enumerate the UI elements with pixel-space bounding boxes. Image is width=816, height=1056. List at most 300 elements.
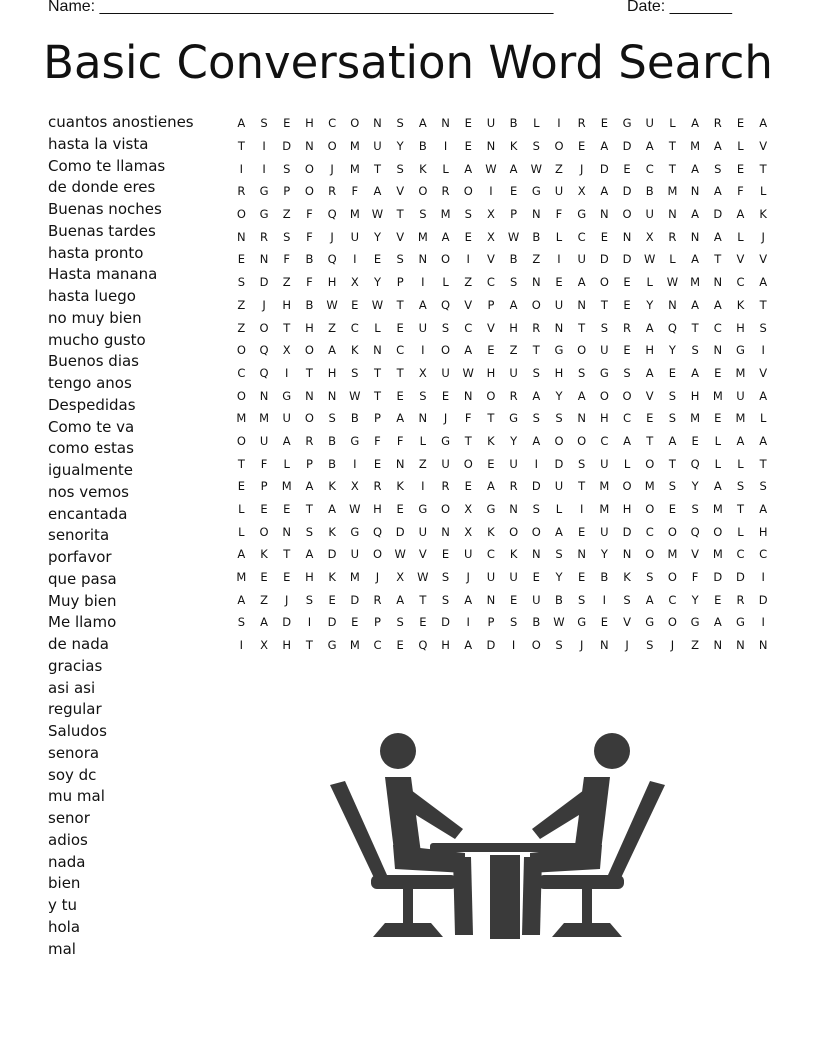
- grid-letter: D: [622, 184, 632, 199]
- grid-letter: O: [463, 456, 473, 471]
- grid-letter: I: [421, 343, 425, 358]
- grid-letter: N: [373, 343, 382, 358]
- grid-letter: R: [532, 320, 541, 335]
- grid-letter: N: [463, 388, 473, 403]
- grid-letter: E: [668, 502, 677, 517]
- grid-letter: N: [441, 116, 450, 131]
- grid-letter: G: [350, 433, 360, 448]
- grid-letter: A: [282, 433, 291, 448]
- grid-letter: B: [532, 615, 541, 630]
- grid-letter: S: [691, 343, 699, 358]
- grid-letter: K: [623, 570, 631, 585]
- grid-letter: A: [623, 433, 631, 448]
- grid-letter: N: [577, 411, 586, 426]
- grid-letter: I: [239, 638, 244, 653]
- grid-letter: S: [668, 411, 677, 426]
- grid-letter: G: [736, 615, 745, 630]
- word-list-item: nada: [48, 852, 86, 871]
- left-chair-base: [373, 923, 443, 937]
- grid-letter: I: [557, 116, 561, 131]
- word-list-item: senora: [48, 743, 100, 762]
- grid-letter: S: [283, 161, 291, 176]
- grid-row: [230, 407, 775, 430]
- grid-letter: N: [237, 229, 246, 244]
- grid-letter: C: [645, 524, 654, 539]
- grid-letter: B: [509, 116, 518, 131]
- grid-letter: N: [509, 502, 518, 517]
- grid-letter: F: [691, 570, 699, 585]
- grid-letter: V: [396, 229, 405, 244]
- grid-letter: E: [487, 343, 495, 358]
- grid-letter: Y: [510, 433, 518, 448]
- grid-letter: N: [713, 343, 723, 358]
- grid-letter: A: [305, 547, 314, 562]
- grid-letter: T: [759, 161, 767, 176]
- grid-letter: S: [623, 592, 631, 607]
- grid-letter: M: [259, 411, 269, 426]
- grid-letter: W: [530, 161, 542, 176]
- grid-letter: A: [509, 297, 518, 312]
- grid-letter: E: [736, 161, 745, 176]
- grid-letter: C: [668, 592, 677, 607]
- grid-letter: B: [305, 252, 314, 267]
- grid-letter: T: [305, 502, 313, 517]
- grid-letter: K: [396, 479, 404, 494]
- grid-letter: N: [758, 638, 768, 653]
- grid-letter: Z: [464, 275, 473, 290]
- grid-letter: A: [691, 161, 700, 176]
- grid-letter: S: [283, 229, 291, 244]
- grid-letter: L: [669, 252, 676, 267]
- grid-letter: A: [237, 116, 246, 131]
- grid-letter: U: [554, 184, 564, 199]
- grid-letter: C: [736, 547, 745, 562]
- grid-letter: P: [374, 615, 381, 630]
- grid-letter: T: [305, 638, 313, 653]
- page-title: Basic Conversation Word Search: [43, 36, 773, 89]
- grid-letter: S: [714, 161, 722, 176]
- right-chair-base: [552, 923, 622, 937]
- grid-letter: V: [486, 252, 495, 267]
- grid-letter: S: [532, 139, 540, 154]
- grid-letter: D: [282, 615, 292, 630]
- grid-letter: T: [283, 547, 291, 562]
- grid-letter: Y: [691, 479, 699, 494]
- grid-letter: D: [713, 570, 723, 585]
- grid-letter: N: [259, 252, 269, 267]
- grid-letter: S: [441, 592, 450, 607]
- word-list-item: soy dc: [48, 765, 97, 784]
- grid-letter: Q: [418, 638, 428, 653]
- grid-letter: S: [668, 479, 677, 494]
- grid-letter: N: [531, 275, 541, 290]
- grid-letter: A: [260, 615, 268, 630]
- grid-letter: E: [396, 638, 404, 653]
- grid-row: [230, 611, 775, 634]
- grid-letter: T: [668, 139, 676, 154]
- grid-letter: B: [600, 570, 609, 585]
- word-list: [48, 112, 194, 960]
- grid-letter: S: [555, 411, 563, 426]
- grid-row: [230, 248, 775, 271]
- grid-letter: D: [599, 252, 609, 267]
- grid-letter: G: [690, 615, 700, 630]
- grid-letter: E: [623, 297, 631, 312]
- word-list-item: Como te llamas: [48, 156, 166, 175]
- grid-letter: V: [759, 139, 768, 154]
- grid-letter: U: [600, 343, 609, 358]
- grid-letter: N: [486, 592, 496, 607]
- grid-letter: H: [305, 320, 314, 335]
- grid-letter: L: [238, 524, 245, 539]
- word-list-item: Hasta manana: [48, 265, 158, 284]
- grid-letter: M: [440, 207, 451, 222]
- grid-letter: M: [281, 479, 292, 494]
- grid-letter: W: [326, 297, 338, 312]
- grid-letter: N: [600, 638, 609, 653]
- grid-letter: A: [736, 433, 745, 448]
- grid-letter: H: [622, 502, 632, 517]
- grid-letter: L: [759, 184, 767, 199]
- grid-letter: O: [304, 411, 314, 426]
- grid-letter: B: [532, 229, 541, 244]
- grid-letter: O: [554, 139, 564, 154]
- grid-letter: U: [532, 592, 541, 607]
- grid-row: [230, 157, 775, 180]
- word-list-item: hola: [48, 917, 81, 936]
- grid-letter: S: [532, 411, 540, 426]
- grid-letter: S: [237, 615, 245, 630]
- grid-letter: I: [489, 184, 493, 199]
- grid-letter: S: [759, 320, 767, 335]
- date-line: Date: _______: [627, 0, 732, 15]
- grid-letter: T: [396, 297, 404, 312]
- grid-letter: O: [236, 207, 246, 222]
- grid-letter: P: [283, 184, 291, 199]
- grid-letter: X: [486, 229, 495, 244]
- grid-letter: O: [236, 343, 246, 358]
- grid-letter: D: [395, 524, 405, 539]
- grid-letter: M: [735, 411, 746, 426]
- grid-letter: B: [509, 252, 518, 267]
- grid-letter: V: [759, 252, 768, 267]
- grid-letter: D: [713, 207, 723, 222]
- grid-letter: T: [668, 161, 676, 176]
- grid-letter: D: [441, 615, 450, 630]
- grid-letter: L: [646, 275, 653, 290]
- grid-letter: O: [577, 433, 587, 448]
- grid-letter: S: [419, 207, 427, 222]
- grid-row: [230, 543, 775, 566]
- grid-letter: F: [306, 229, 313, 244]
- grid-letter: G: [259, 207, 269, 222]
- grid-letter: A: [759, 502, 768, 517]
- grid-letter: J: [330, 161, 334, 176]
- grid-letter: E: [441, 388, 450, 403]
- grid-letter: K: [351, 343, 359, 358]
- grid-letter: C: [713, 320, 722, 335]
- grid-letter: D: [599, 161, 609, 176]
- grid-letter: X: [260, 638, 268, 653]
- grid-letter: D: [327, 547, 337, 562]
- word-list-item: nos vemos: [48, 482, 129, 501]
- grid-letter: O: [645, 456, 655, 471]
- grid-letter: S: [237, 275, 245, 290]
- grid-letter: A: [577, 388, 586, 403]
- table-pedestal: [490, 855, 520, 939]
- grid-letter: V: [759, 365, 768, 380]
- grid-letter: F: [351, 184, 359, 199]
- word-list-item: mu mal: [48, 787, 105, 806]
- word-list-item: igualmente: [48, 461, 134, 479]
- grid-letter: E: [260, 570, 268, 585]
- grid-letter: C: [759, 547, 768, 562]
- grid-letter: L: [759, 411, 767, 426]
- grid-letter: E: [714, 365, 722, 380]
- grid-letter: S: [532, 365, 540, 380]
- grid-letter: A: [668, 433, 677, 448]
- grid-letter: S: [351, 365, 359, 380]
- grid-row: [230, 520, 775, 543]
- grid-letter: J: [285, 592, 289, 607]
- grid-letter: O: [667, 570, 677, 585]
- grid-letter: Y: [373, 229, 381, 244]
- grid-letter: O: [713, 524, 723, 539]
- grid-letter: A: [713, 139, 722, 154]
- grid-letter: D: [327, 615, 337, 630]
- grid-letter: Y: [691, 592, 699, 607]
- left-chair-seat: [371, 875, 457, 889]
- grid-letter: I: [262, 139, 266, 154]
- grid-letter: M: [712, 388, 723, 403]
- word-list-item: gracias: [48, 656, 103, 675]
- grid-letter: D: [736, 570, 745, 585]
- grid-letter: Y: [396, 139, 404, 154]
- grid-letter: M: [417, 229, 428, 244]
- grid-row: [230, 316, 775, 339]
- grid-letter: O: [645, 547, 655, 562]
- grid-letter: U: [554, 479, 564, 494]
- grid-letter: O: [667, 615, 677, 630]
- word-list-item: Despedidas: [48, 395, 136, 414]
- grid-letter: K: [487, 524, 495, 539]
- grid-letter: D: [486, 638, 496, 653]
- grid-letter: H: [509, 320, 518, 335]
- grid-letter: N: [554, 320, 564, 335]
- grid-letter: A: [464, 161, 473, 176]
- grid-letter: U: [486, 570, 496, 585]
- grid-letter: N: [668, 297, 677, 312]
- grid-letter: F: [306, 207, 313, 222]
- grid-letter: W: [462, 365, 474, 380]
- grid-letter: T: [305, 365, 313, 380]
- grid-letter: Z: [691, 638, 700, 653]
- grid-letter: A: [396, 592, 405, 607]
- grid-letter: E: [691, 433, 699, 448]
- grid-row: [230, 362, 775, 385]
- grid-letter: I: [239, 161, 244, 176]
- grid-letter: M: [712, 547, 723, 562]
- grid-letter: L: [737, 229, 744, 244]
- grid-letter: F: [306, 275, 313, 290]
- grid-letter: A: [645, 139, 654, 154]
- grid-letter: X: [464, 524, 473, 539]
- grid-letter: E: [328, 592, 336, 607]
- grid-letter: N: [622, 547, 632, 562]
- grid-letter: G: [282, 388, 292, 403]
- word-list-item: Saludos: [48, 722, 107, 740]
- grid-letter: U: [350, 547, 359, 562]
- grid-letter: M: [690, 275, 701, 290]
- grid-letter: S: [305, 524, 314, 539]
- grid-letter: R: [577, 116, 586, 131]
- word-list-item: no muy bien: [48, 308, 142, 327]
- grid-letter: N: [395, 456, 405, 471]
- grid-letter: A: [759, 116, 768, 131]
- grid-letter: T: [600, 297, 608, 312]
- grid-letter: T: [396, 207, 404, 222]
- grid-letter: R: [668, 229, 677, 244]
- grid-letter: O: [350, 116, 360, 131]
- grid-letter: E: [646, 411, 654, 426]
- grid-letter: I: [761, 343, 765, 358]
- grid-letter: U: [350, 229, 359, 244]
- grid-letter: X: [464, 502, 473, 517]
- grid-letter: E: [419, 615, 427, 630]
- grid-letter: O: [531, 638, 541, 653]
- grid-letter: J: [670, 638, 675, 653]
- grid-letter: S: [509, 275, 518, 290]
- grid-letter: Q: [259, 343, 269, 358]
- grid-letter: N: [600, 207, 609, 222]
- grid-letter: A: [691, 365, 700, 380]
- grid-letter: E: [714, 411, 722, 426]
- grid-letter: P: [396, 275, 404, 290]
- grid-letter: T: [373, 365, 381, 380]
- grid-letter: L: [374, 320, 381, 335]
- grid-letter: A: [600, 139, 609, 154]
- grid-letter: H: [282, 638, 292, 653]
- grid-letter: J: [262, 297, 266, 312]
- grid-letter: D: [622, 524, 632, 539]
- grid-letter: T: [759, 456, 767, 471]
- grid-letter: D: [622, 252, 632, 267]
- grid-letter: R: [441, 479, 450, 494]
- grid-letter: N: [305, 388, 314, 403]
- grid-letter: W: [507, 229, 520, 244]
- grid-letter: L: [737, 524, 744, 539]
- grid-letter: J: [625, 638, 629, 653]
- grid-letter: G: [645, 615, 655, 630]
- grid-letter: A: [509, 161, 518, 176]
- grid-letter: O: [463, 184, 473, 199]
- word-list-item: de donde eres: [48, 178, 156, 197]
- word-list-item: hasta la vista: [48, 134, 149, 153]
- grid-letter: M: [349, 207, 360, 222]
- grid-letter: L: [283, 456, 290, 471]
- grid-letter: C: [350, 320, 359, 335]
- grid-letter: S: [623, 365, 631, 380]
- grid-letter: C: [486, 547, 495, 562]
- grid-letter: J: [761, 229, 765, 244]
- grid-letter: B: [328, 456, 337, 471]
- grid-letter: E: [578, 524, 586, 539]
- grid-letter: M: [735, 365, 746, 380]
- grid-letter: N: [531, 207, 541, 222]
- grid-letter: M: [667, 547, 678, 562]
- grid-letter: T: [487, 411, 495, 426]
- grid-letter: O: [304, 161, 314, 176]
- grid-letter: H: [327, 365, 337, 380]
- grid-letter: M: [349, 161, 360, 176]
- word-list-item: mucho gusto: [48, 330, 146, 349]
- grid-letter: I: [353, 456, 357, 471]
- word-list-item: mal: [48, 939, 76, 958]
- grid-letter: S: [555, 638, 563, 653]
- grid-letter: Q: [441, 297, 451, 312]
- grid-letter: O: [259, 320, 269, 335]
- grid-letter: U: [645, 116, 654, 131]
- grid-letter: A: [418, 297, 427, 312]
- grid-letter: N: [577, 297, 586, 312]
- grid-letter: K: [260, 547, 268, 562]
- grid-row: [230, 294, 775, 317]
- grid-letter: D: [554, 456, 564, 471]
- grid-letter: O: [531, 297, 541, 312]
- grid-letter: E: [509, 592, 518, 607]
- grid-letter: R: [509, 388, 518, 403]
- grid-letter: S: [532, 502, 540, 517]
- grid-letter: T: [396, 365, 404, 380]
- word-list-item: cuantos anostienes: [48, 113, 194, 131]
- grid-letter: B: [645, 184, 654, 199]
- grid-letter: Q: [327, 252, 337, 267]
- right-person-head: [594, 733, 630, 769]
- grid-letter: I: [511, 638, 516, 653]
- grid-row: [230, 225, 775, 248]
- grid-letter: A: [645, 365, 654, 380]
- grid-letter: D: [259, 275, 269, 290]
- grid-letter: E: [600, 116, 608, 131]
- grid-letter: N: [259, 388, 269, 403]
- grid-letter: E: [623, 161, 631, 176]
- two-people-meeting-at-table-icon: [325, 725, 670, 945]
- grid-letter: A: [759, 275, 768, 290]
- grid-letter: E: [623, 343, 631, 358]
- grid-letter: C: [486, 275, 495, 290]
- grid-letter: S: [646, 638, 654, 653]
- grid-letter: G: [327, 638, 337, 653]
- grid-letter: G: [554, 343, 564, 358]
- grid-letter: S: [396, 252, 404, 267]
- grid-letter: H: [327, 275, 337, 290]
- grid-letter: A: [441, 229, 450, 244]
- grid-letter: A: [418, 116, 427, 131]
- grid-letter: H: [758, 524, 768, 539]
- grid-letter: E: [351, 615, 359, 630]
- grid-letter: G: [486, 502, 496, 517]
- grid-letter: R: [623, 320, 632, 335]
- grid-letter: O: [236, 433, 246, 448]
- grid-row: [230, 203, 775, 226]
- grid-letter: R: [713, 116, 722, 131]
- grid-letter: O: [441, 252, 451, 267]
- grid-letter: Y: [555, 570, 563, 585]
- grid-letter: Z: [509, 343, 518, 358]
- grid-letter: U: [600, 524, 609, 539]
- grid-letter: I: [421, 275, 425, 290]
- left-person-shin: [453, 857, 473, 935]
